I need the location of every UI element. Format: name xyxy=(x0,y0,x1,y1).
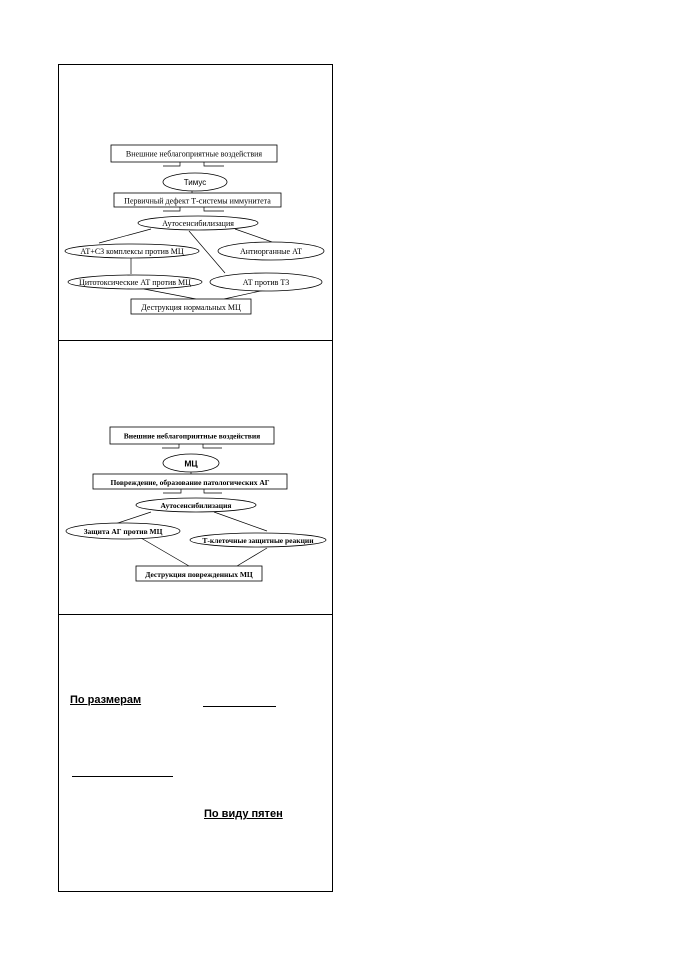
connector xyxy=(204,489,222,493)
node-destruction-damaged xyxy=(136,566,262,581)
diagram-panel-1 xyxy=(58,64,333,342)
connector xyxy=(203,444,222,448)
svg-text:МЦ: МЦ xyxy=(184,458,198,469)
flowchart-2 xyxy=(59,341,334,617)
node-t-cell-reactions xyxy=(190,533,326,547)
by-size-label: По размерам xyxy=(70,694,142,706)
connector xyxy=(204,162,224,166)
node-antiorgan-at xyxy=(218,242,324,260)
blank-line xyxy=(203,706,276,707)
connector xyxy=(204,207,224,211)
svg-text:АТ против Т3: АТ против Т3 xyxy=(242,278,290,287)
node-autosensitization xyxy=(138,216,258,230)
svg-text:АТ+С3 комплексы против МЦ: АТ+С3 комплексы против МЦ xyxy=(80,247,184,256)
svg-text:Антиорганные АТ: Антиорганные АТ xyxy=(239,247,303,256)
arrow xyxy=(237,548,267,566)
connector xyxy=(163,162,180,166)
node-at-c3-complexes xyxy=(65,244,199,258)
arrow xyxy=(224,290,265,299)
node-at-against-t3 xyxy=(210,273,322,291)
node-autosensitization xyxy=(136,498,256,512)
node-mc xyxy=(163,454,219,472)
arrow xyxy=(115,512,151,524)
blank-line xyxy=(72,776,173,777)
connector xyxy=(162,444,179,448)
svg-text:Тимус: Тимус xyxy=(183,178,207,187)
arrow xyxy=(144,289,196,299)
svg-text:Аутосенсибилизация: Аутосенсибилизация xyxy=(160,501,232,510)
svg-text:Защита АГ против МЦ: Защита АГ против МЦ xyxy=(83,527,163,536)
connector xyxy=(163,207,180,211)
node-protection-ag xyxy=(66,523,180,539)
node-external-impacts xyxy=(110,427,274,444)
connector xyxy=(163,489,181,493)
arrow xyxy=(214,512,267,531)
svg-text:Деструкция нормальных МЦ: Деструкция нормальных МЦ xyxy=(141,303,241,312)
node-destruction-normal xyxy=(131,299,251,314)
svg-text:Первичный дефект Т-системы имм: Первичный дефект Т-системы иммунитета xyxy=(124,196,271,206)
arrow xyxy=(141,538,189,566)
diagram-panel-2 xyxy=(58,340,333,616)
svg-text:Повреждение, образование патол: Повреждение, образование патологических АГ xyxy=(110,478,270,487)
svg-text:Т-клеточные защитные реакции: Т-клеточные защитные реакции xyxy=(202,536,314,545)
svg-text:Внешние неблагоприятные воздей: Внешние неблагоприятные воздействия xyxy=(123,431,261,441)
svg-text:Цитотоксические АТ против МЦ: Цитотоксические АТ против МЦ xyxy=(79,278,191,287)
node-external-impacts xyxy=(111,145,277,162)
node-primary-t-defect xyxy=(114,193,281,207)
node-cytotoxic-at xyxy=(68,275,202,289)
by-spot-type-label: По виду пятен xyxy=(204,808,283,820)
node-thymus xyxy=(163,173,227,191)
classification-panel xyxy=(58,614,333,892)
flowchart-1 xyxy=(59,65,334,343)
arrow xyxy=(235,229,272,242)
arrow xyxy=(99,229,151,243)
svg-text:Аутосенсибилизация: Аутосенсибилизация xyxy=(162,219,234,228)
node-damage-pathological-ag xyxy=(93,474,287,489)
svg-text:Деструкция поврежденных МЦ: Деструкция поврежденных МЦ xyxy=(145,570,253,579)
svg-text:Внешние неблагоприятные воздей: Внешние неблагоприятные воздействия xyxy=(125,149,263,159)
